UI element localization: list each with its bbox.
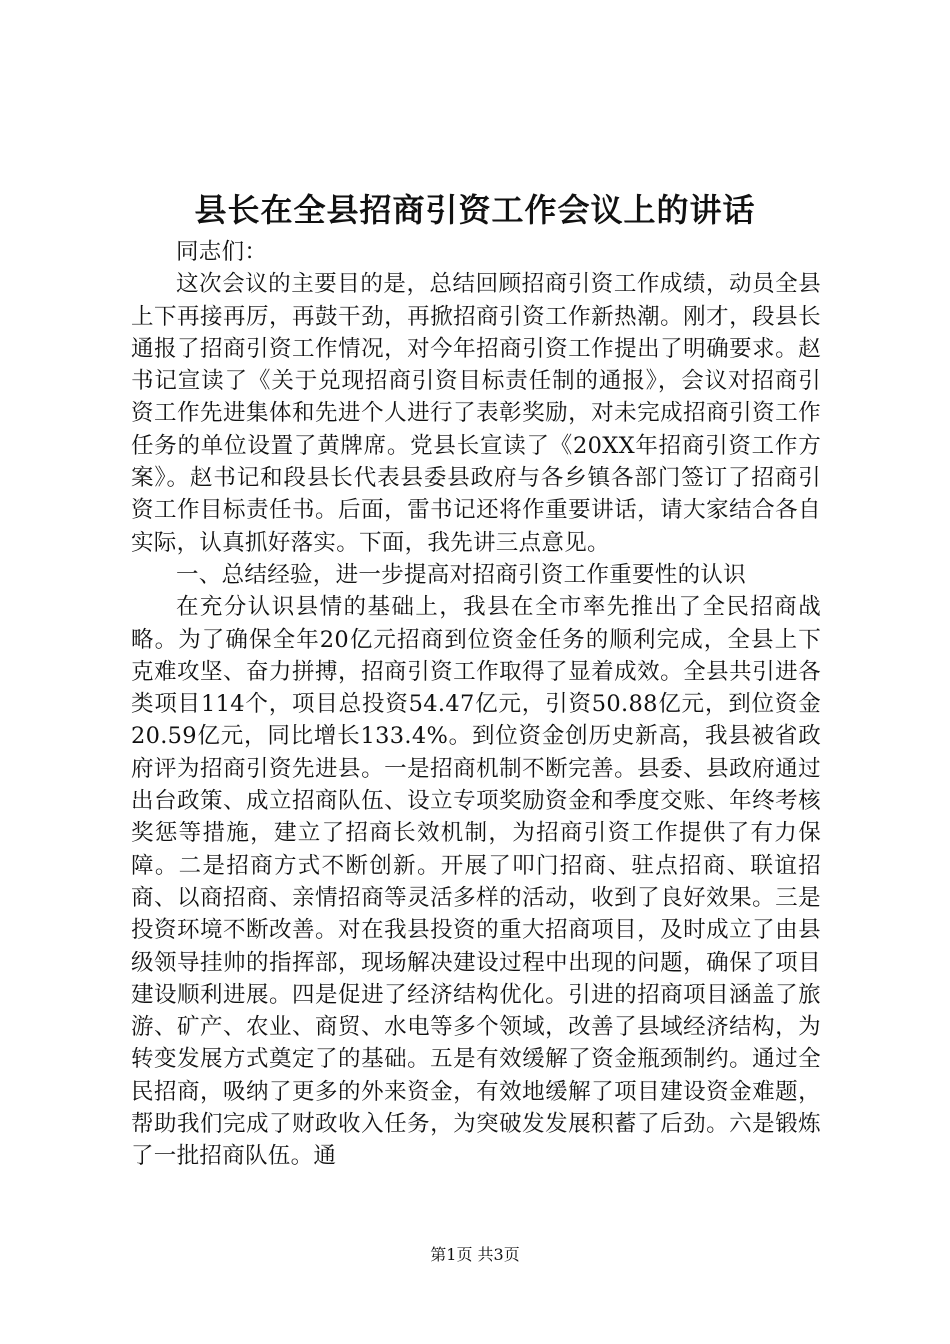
page-footer: 第1页 共3页 (430, 1245, 520, 1264)
section-heading: 一、总结经验，进一步提高对招商引资工作重要性的认识 (176, 561, 747, 588)
salutation: 同志们： (176, 239, 268, 265)
body-paragraph: 这次会议的主要目的是，总结回顾招商引资工作成绩，动员全县上下再接再厉，再鼓干劲，再掀招商引资工作新热潮。刚才，段县长通报了招商引资工作情况，对今年招商引资工作提出了明确要求。赵书记宣读了《关于兑现招商引资目标责任制的通报》，会议对招商引资工作先进集体和先进个人进行了表彰奖励，对未完成招商引资工作任务的单位设置了黄牌席。党县长宣读了《20XX年招商引资工作方案》。赵书记和段县长代表县委县政府与各乡镇各部门签订了招商引资工作目标责任书。后面，雷书记还将作重要讲话，请大家结合各自实际，认真抓好落实。下面，我先讲三点意见。 (131, 271, 821, 556)
document-title: 县长在全县招商引资工作会议上的讲话 (194, 191, 756, 229)
body-paragraph: 在充分认识县情的基础上，我县在全市率先推出了全民招商战略。为了确保全年20亿元招商到位资金任务的顺利完成，全县上下克难攻坚、奋力拼搏，招商引资工作取得了显着成效。全县共引进各类项目114个，项目总投资54.47亿元，引资50.88亿元，到位资金20.59亿元，同比增长133.4%。到位资金创历史新高，我县被省政府评为招商引资先进县。一是招商机制不断完善。县委、县政府通过出台政策、成立招商队伍、设立专项奖励资金和季度交账、年终考核奖惩等措施，建立了招商长效机制，为招商引资工作提供了有力保障。二是招商方式不断创新。开展了叩门招商、驻点招商、联谊招商、以商招商、亲情招商等灵活多样的活动，收到了良好效果。三是投资环境不断改善。对在我县投资的重大招商项目，及时成立了由县级领导挂帅的指挥部，现场解决建设过程中出现的问题，确保了项目建设顺利进展。四是促进了经济结构优化。引进的招商项目涵盖了旅游、矿产、农业、商贸、水电等多个领域，改善了县域经济结构，为转变发展方式奠定了的基础。五是有效缓解了资金瓶颈制约。通过全民招商，吸纳了更多的外来资金，有效地缓解了项目建设资金难题，帮助我们完成了财政收入任务，为突破发发展积蓄了后劲。六是锻炼了一批招商队伍。通 (131, 594, 821, 1170)
document-body (131, 236, 821, 1173)
